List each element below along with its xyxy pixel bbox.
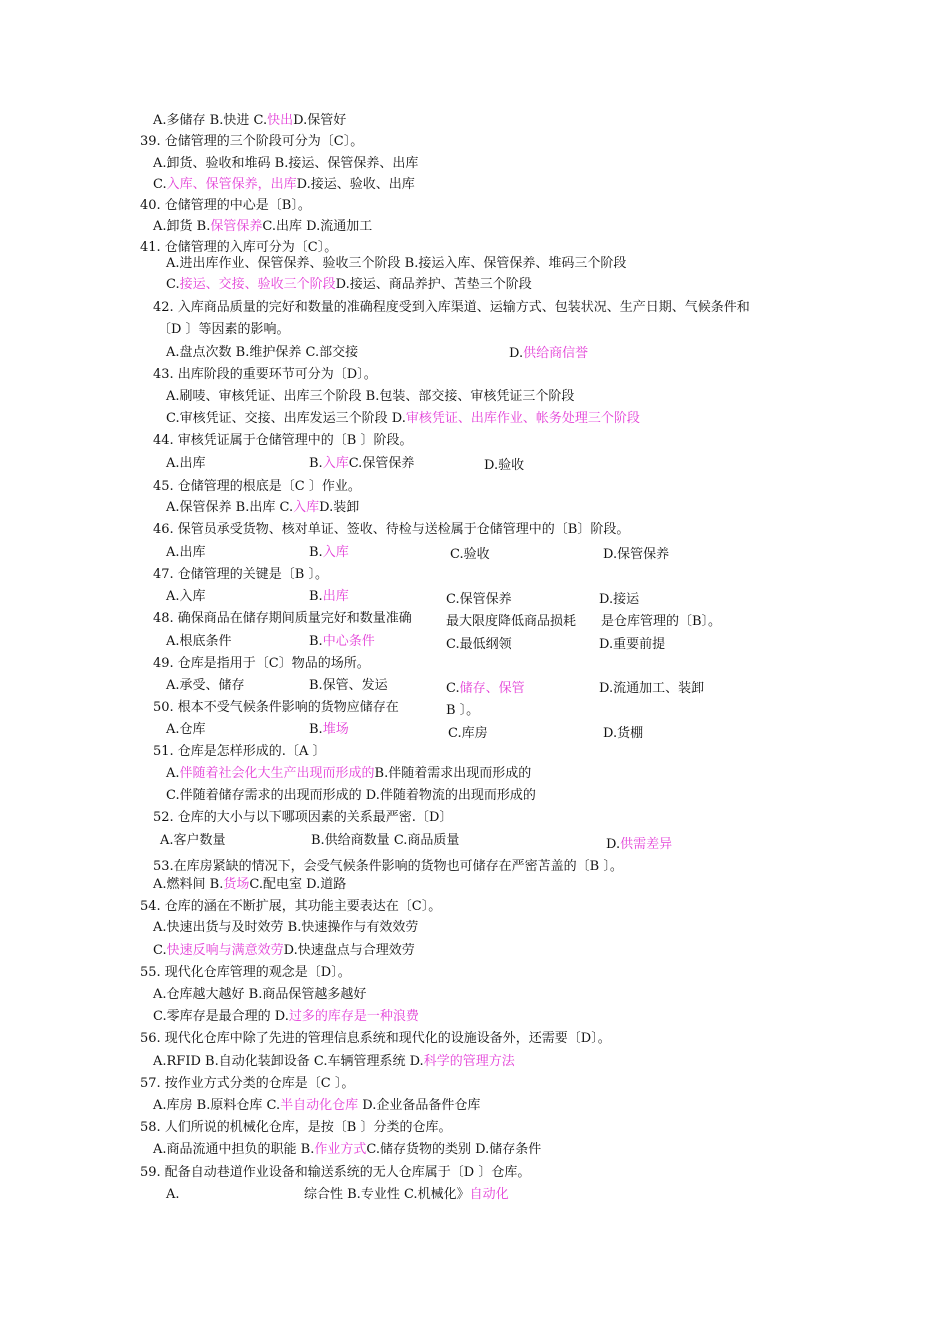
text-line <box>484 458 524 474</box>
text-line <box>603 547 669 563</box>
text-line <box>160 833 226 849</box>
text-segment: A.根底条件 <box>166 634 232 649</box>
text-line <box>153 700 399 716</box>
text-segment: C.保管保养 <box>348 456 415 471</box>
text-line <box>166 766 531 782</box>
text-segment: C.审核凭证、交接、出库发运三个阶段 D. <box>166 411 406 426</box>
text-segment: A.卸货、验收和堆码 B.接运、保管保养、出库 <box>153 156 419 171</box>
text-line <box>153 219 372 235</box>
text-segment: C.出库 D.流通加工 <box>262 219 373 234</box>
text-line <box>446 614 576 630</box>
text-line <box>166 1187 180 1203</box>
text-segment: D.重要前提 <box>599 637 666 652</box>
text-line <box>166 788 536 804</box>
text-line <box>599 681 704 697</box>
text-line <box>606 837 672 853</box>
text-segment: A.承受、储存 <box>166 678 245 693</box>
highlighted-answer: 出库 <box>322 589 349 604</box>
text-segment: A.出库 <box>166 456 206 471</box>
text-line <box>448 726 488 742</box>
text-segment: A.刷唛、审核凭证、出库三个阶段 B.包装、部交接、审核凭证三个阶段 <box>166 389 575 404</box>
text-line <box>140 1120 452 1136</box>
text-segment: C.保管保养 <box>446 592 512 607</box>
text-line <box>153 433 413 449</box>
text-segment: A.多储存 B.快进 C. <box>153 113 268 128</box>
text-segment: C.验收 <box>450 547 490 562</box>
text-line <box>153 987 366 1003</box>
text-line <box>166 545 206 561</box>
text-line <box>153 1054 515 1070</box>
text-line <box>140 134 363 150</box>
text-line <box>153 1142 541 1158</box>
text-segment: C.伴随着储存需求的出现而形成的 D.伴随着物流的出现而形成的 <box>166 788 536 803</box>
text-line <box>166 634 232 650</box>
highlighted-answer: 入库 <box>322 456 349 471</box>
text-segment: A.商品流通中担负的职能 B. <box>153 1142 315 1157</box>
text-line <box>304 1187 509 1203</box>
text-line <box>309 634 375 650</box>
text-segment: A.入库 <box>166 589 206 604</box>
text-segment: B. <box>309 589 323 604</box>
text-segment: 〔D 〕等因素的影响。 <box>158 322 290 337</box>
text-line <box>446 592 512 608</box>
text-line <box>153 656 370 672</box>
highlighted-answer: 入库 <box>322 545 349 560</box>
text-segment: D. <box>509 346 524 361</box>
text-segment: D.货棚 <box>603 726 644 741</box>
text-segment: 39. 仓储管理的三个阶段可分为〔C〕。 <box>140 134 364 149</box>
text-line <box>153 567 328 583</box>
text-segment: B 〕。 <box>446 703 480 718</box>
text-segment: 53.在库房紧缺的情况下，会受气候条件影响的货物也可储存在严密苫盖的〔B 〕。 <box>153 859 623 874</box>
text-segment: D.保管保养 <box>603 547 670 562</box>
text-segment: C.库房 <box>448 726 488 741</box>
text-line <box>309 678 388 694</box>
text-segment: B. <box>309 456 323 471</box>
text-line <box>166 256 626 272</box>
text-line <box>309 545 349 561</box>
highlighted-answer: 供给商信誉 <box>523 346 589 361</box>
text-segment: 55. 现代化仓库管理的观念是〔D〕。 <box>140 965 351 980</box>
text-line <box>599 592 639 608</box>
text-segment: A.RFID B.自动化装卸设备 C.车辆管理系统 D. <box>153 1054 424 1069</box>
text-segment: 是仓库管理的〔B〕。 <box>601 614 722 629</box>
text-segment: 43. 出库阶段的重要环节可分为〔D〕。 <box>153 367 377 382</box>
text-segment: C.配电室 D.道路 <box>249 877 347 892</box>
text-segment: C.储存货物的类别 D.储存条件 <box>366 1142 542 1157</box>
text-segment: D.企业备品备件仓库 <box>358 1098 481 1113</box>
text-line <box>153 300 750 316</box>
highlighted-answer: 审核凭证、出库作业、帐务处理三个阶段 <box>405 411 640 426</box>
text-segment: A.保管保养 B.出库 C. <box>166 500 294 515</box>
highlighted-answer: 入库 <box>293 500 320 515</box>
text-line <box>140 899 441 915</box>
text-segment: A.出库 <box>166 545 206 560</box>
text-line <box>446 703 479 719</box>
text-line <box>153 1098 480 1114</box>
text-segment: A.快速出货与及时效劳 B.快速操作与有效效劳 <box>153 920 419 935</box>
text-line <box>153 943 415 959</box>
text-segment: A.燃料间 B. <box>153 877 224 892</box>
text-line <box>140 198 311 214</box>
text-line <box>153 859 623 875</box>
text-line <box>153 156 418 172</box>
text-segment: D.装卸 <box>319 500 360 515</box>
text-segment: 46. 保管员承受货物、核对单证、签收、待检与送检属于仓储管理中的〔B〕阶段。 <box>153 522 630 537</box>
text-line <box>509 346 588 362</box>
text-segment: D.接运 <box>599 592 640 607</box>
text-segment: A.仓库越大越好 B.商品保管越多越好 <box>153 987 367 1002</box>
text-segment: D.验收 <box>484 458 525 473</box>
highlighted-answer: 堆场 <box>322 722 349 737</box>
text-segment: A. <box>166 1187 180 1202</box>
text-segment: 49. 仓库是指用于〔C〕物品的场所。 <box>153 656 370 671</box>
text-line <box>166 722 206 738</box>
text-segment: 47. 仓储管理的关键是〔B 〕。 <box>153 567 328 582</box>
text-segment: A.库房 B.原料仓库 C. <box>153 1098 281 1113</box>
text-line <box>309 456 414 472</box>
text-segment: C.零库存是最合理的 D. <box>153 1009 289 1024</box>
text-line <box>309 589 349 605</box>
text-segment: 54. 仓库的涵在不断扩展，其功能主要表达在〔C〕。 <box>140 899 442 914</box>
text-line <box>166 678 245 694</box>
text-segment: 51. 仓库是怎样形成的.〔A 〕 <box>153 744 326 759</box>
highlighted-answer: 中心条件 <box>322 634 375 649</box>
text-segment: D.接运、验收、出库 <box>296 177 415 192</box>
text-line <box>311 833 459 849</box>
text-segment: C. <box>166 277 180 292</box>
text-line <box>166 277 532 293</box>
text-segment: 最大限度降低商品损耗 <box>446 614 577 629</box>
text-line <box>601 614 721 630</box>
text-line <box>446 681 525 697</box>
text-line <box>140 1031 611 1047</box>
highlighted-answer: 供需差异 <box>620 837 673 852</box>
text-segment: 58. 人们所说的机械化仓库，是按〔B 〕分类的仓库。 <box>140 1120 452 1135</box>
text-line <box>153 177 415 193</box>
text-line <box>153 367 377 383</box>
highlighted-answer: 作业方式 <box>314 1142 367 1157</box>
text-line <box>153 113 346 129</box>
text-segment: 42. 入库商品质量的完好和数量的准确程度受到入库渠道、运输方式、包装状况、生产日期、气候条件和 <box>153 300 750 315</box>
highlighted-answer: 入库、保管保养，出库 <box>166 177 297 192</box>
text-segment: D.流通加工、装卸 <box>599 681 705 696</box>
highlighted-answer: 科学的管理方法 <box>423 1054 515 1069</box>
text-segment: C. <box>153 943 167 958</box>
text-line <box>166 345 358 361</box>
text-line <box>153 810 452 826</box>
text-line <box>140 965 351 981</box>
text-segment: B.保管、发运 <box>309 678 388 693</box>
highlighted-answer: 快速反响与满意效劳 <box>166 943 284 958</box>
text-line <box>140 240 337 256</box>
highlighted-answer: 储存、保管 <box>459 681 525 696</box>
text-line <box>153 1009 419 1025</box>
text-line <box>140 1165 530 1181</box>
highlighted-answer: 接运、交接、验收三个阶段 <box>179 277 336 292</box>
text-segment: A.进出库作业、保管保养、验收三个阶段 B.接运入库、保管保养、堆码三个阶段 <box>166 256 627 271</box>
text-segment: C.最低纲领 <box>446 637 512 652</box>
text-line <box>166 456 206 472</box>
text-line <box>166 411 640 427</box>
text-segment: B.供给商数量 C.商品质量 <box>311 833 460 848</box>
highlighted-answer: 货场 <box>223 877 250 892</box>
text-line <box>450 547 490 563</box>
text-segment: C. <box>153 177 167 192</box>
text-segment: 56. 现代化仓库中除了先进的管理信息系统和现代化的设施设备外，还需要〔D〕。 <box>140 1031 611 1046</box>
text-line <box>153 479 361 495</box>
text-segment: 52. 仓库的大小与以下哪项因素的关系最严密.〔D〕 <box>153 810 453 825</box>
text-segment: A.盘点次数 B.维护保养 C.部交接 <box>166 345 359 360</box>
text-segment: D.保管好 <box>293 113 347 128</box>
text-line <box>153 744 325 760</box>
highlighted-answer: 伴随着社会化大生产出现而形成的 <box>179 766 375 781</box>
text-segment: A.客户数量 <box>160 833 226 848</box>
text-segment: 57. 按作业方式分类的仓库是〔C 〕。 <box>140 1076 355 1091</box>
text-segment: B. <box>309 634 323 649</box>
text-segment: B. <box>309 722 323 737</box>
text-segment: B. <box>309 545 323 560</box>
text-line <box>153 920 418 936</box>
text-segment: 40. 仓储管理的中心是〔B〕。 <box>140 198 311 213</box>
text-line <box>603 726 643 742</box>
text-line <box>446 637 512 653</box>
text-segment: A. <box>166 766 180 781</box>
text-line <box>140 1076 354 1092</box>
text-line <box>309 722 349 738</box>
text-line <box>153 877 346 893</box>
text-segment: A.卸货 B. <box>153 219 211 234</box>
text-segment: 综合性 B.专业性 C.机械化》 <box>304 1187 470 1202</box>
highlighted-answer: 保管保养 <box>210 219 263 234</box>
text-segment: D.快速盘点与合理效劳 <box>283 943 415 958</box>
highlighted-answer: 半自动化仓库 <box>280 1098 359 1113</box>
text-line <box>153 611 412 627</box>
highlighted-answer: 过多的库存是一种浪费 <box>288 1009 419 1024</box>
text-segment: C. <box>446 681 460 696</box>
text-segment: 50. 根本不受气候条件影响的货物应储存在 <box>153 700 399 715</box>
text-segment: 48. 确保商品在储存期间质量完好和数量准确 <box>153 611 412 626</box>
text-line <box>153 522 629 538</box>
text-segment: 45. 仓储管理的根底是〔C 〕作业。 <box>153 479 361 494</box>
highlighted-answer: 快出 <box>267 113 294 128</box>
text-segment: 44. 审核凭证属于仓储管理中的〔B 〕阶段。 <box>153 433 413 448</box>
text-line <box>166 389 574 405</box>
text-segment: 59. 配备自动巷道作业设备和输送系统的无人仓库属于〔D 〕仓库。 <box>140 1165 531 1180</box>
text-segment: D.接运、商品养护、苫垫三个阶段 <box>335 277 532 292</box>
text-line <box>158 322 290 338</box>
text-segment: 41. 仓储管理的入库可分为〔C〕。 <box>140 240 338 255</box>
highlighted-answer: 自动化 <box>469 1187 509 1202</box>
text-line <box>166 589 206 605</box>
text-line <box>166 500 359 516</box>
text-segment: D. <box>606 837 621 852</box>
text-segment: B.伴随着需求出现而形成的 <box>374 766 532 781</box>
text-line <box>599 637 665 653</box>
text-segment: A.仓库 <box>166 722 206 737</box>
